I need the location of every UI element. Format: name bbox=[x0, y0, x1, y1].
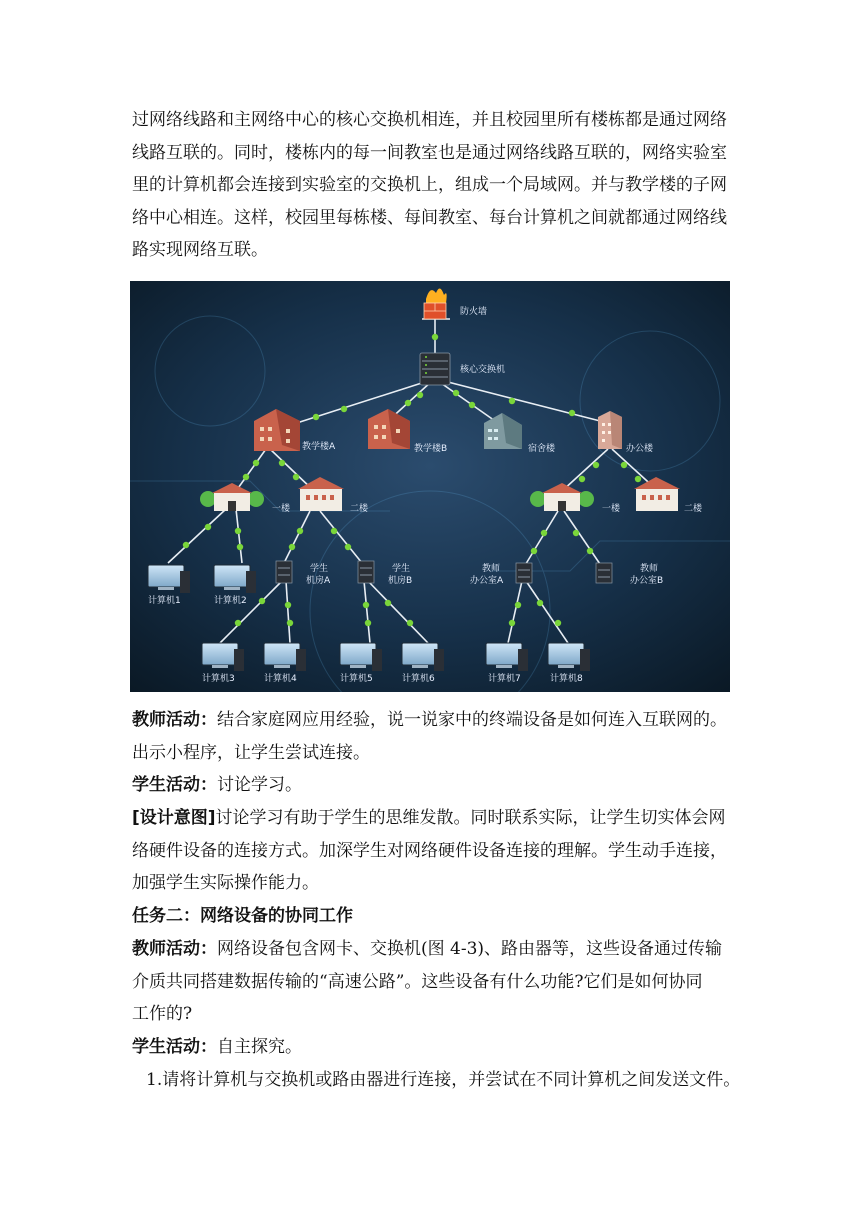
label-pc8: 计算机8 bbox=[550, 674, 583, 684]
student-activity-2-label: 学生活动： bbox=[132, 1037, 217, 1057]
intro-line-4: 络中心相连。这样，校园里每栋楼、每间教室、每台计算机之间就都通过网络线 bbox=[132, 207, 727, 228]
list-item-1: 1.请将计算机与交换机或路由器进行连接，并尝试在不同计算机之间发送文件。 bbox=[146, 1070, 741, 1090]
label-office-b-line2: 办公室B bbox=[630, 576, 664, 586]
campus-network-diagram bbox=[130, 281, 730, 692]
label-pc4: 计算机4 bbox=[264, 674, 297, 684]
teacher-activity-2-label: 教师活动： bbox=[132, 939, 217, 959]
label-firewall: 防火墙 bbox=[460, 307, 488, 317]
label-pc3: 计算机3 bbox=[202, 674, 235, 684]
teacher-activity-1-text-1: 结合家庭网应用经验，说一说家中的终端设备是如何连入互联网的。 bbox=[217, 710, 727, 730]
label-building-b: 教学楼B bbox=[414, 444, 448, 454]
student-activity-1-label: 学生活动： bbox=[132, 775, 217, 795]
label-pc6: 计算机6 bbox=[402, 674, 435, 684]
intro-line-2: 线路互联的。同时，楼栋内的每一间教室也是通过网络线路互联的，网络实验室 bbox=[132, 142, 727, 163]
label-office-a-line1: 教师 bbox=[482, 564, 501, 574]
label-pc5: 计算机5 bbox=[340, 674, 373, 684]
task-2-heading bbox=[132, 900, 732, 933]
design-intent-text-1: 讨论学习有助于学生的思维发散。同时联系实际，让学生切实体会网 bbox=[215, 808, 726, 828]
switch-office-a-icon bbox=[516, 563, 532, 583]
label-lab-a-line1: 学生 bbox=[310, 564, 329, 574]
design-intent bbox=[132, 802, 732, 900]
label-office-b-line1: 教师 bbox=[640, 564, 659, 574]
intro-line-1: 过网络线路和主网络中心的核心交换机相连，并且校园里所有楼栋都是通过网络 bbox=[132, 110, 727, 130]
switch-lab-a-icon bbox=[276, 561, 292, 583]
core-switch-icon bbox=[420, 353, 450, 385]
design-intent-label: [设计意图] bbox=[132, 808, 216, 828]
label-pc7: 计算机7 bbox=[488, 674, 521, 684]
intro-line-3: 里的计算机都会连接到实验室的交换机上，组成一个局域网。并与教学楼的子网 bbox=[132, 175, 727, 195]
task-2-title: 任务二：网络设备的协同工作 bbox=[132, 906, 353, 926]
label-lab-b-line2: 机房B bbox=[388, 576, 413, 586]
label-lab-b-line1: 学生 bbox=[392, 564, 411, 574]
teacher-activity-2 bbox=[132, 933, 732, 1031]
teacher-activity-2-text-1: 网络设备包含网卡、交换机(图 4-3)、路由器等，这些设备通过传输 bbox=[217, 939, 723, 959]
label-office: 办公楼 bbox=[626, 444, 654, 454]
label-dorm: 宿舍楼 bbox=[528, 444, 556, 454]
label-office-a-line2: 办公室A bbox=[470, 576, 504, 586]
switch-lab-b-icon bbox=[358, 561, 374, 583]
label-lab-a-line2: 机房A bbox=[306, 576, 331, 586]
label-pc1: 计算机1 bbox=[148, 596, 181, 606]
label-building-a: 教学楼A bbox=[302, 442, 336, 452]
teacher-activity-2-text-2: 介质共同搭建数据传输的“高速公路”。这些设备有什么功能?它们是如何协同 bbox=[132, 971, 703, 992]
switch-office-b-icon bbox=[596, 563, 612, 583]
label-floor2-left: 二楼 bbox=[350, 504, 369, 514]
teacher-activity-1-text-2: 出示小程序，让学生尝试连接。 bbox=[132, 742, 370, 763]
design-intent-text-2: 络硬件设备的连接方式。加深学生对网络硬件设备连接的理解。学生动手连接， bbox=[132, 840, 727, 861]
teacher-activity-2-text-3: 工作的? bbox=[132, 1004, 193, 1024]
label-floor2-right: 二楼 bbox=[684, 504, 703, 514]
intro-paragraph bbox=[132, 104, 732, 267]
teacher-activity-1 bbox=[132, 704, 732, 769]
label-floor1-left: 一楼 bbox=[272, 504, 291, 514]
office-building-icon bbox=[598, 411, 622, 449]
label-core-switch: 核心交换机 bbox=[460, 365, 506, 375]
student-activity-2 bbox=[132, 1031, 732, 1064]
design-intent-text-3: 加强学生实际操作能力。 bbox=[132, 873, 319, 893]
student-activity-1-text: 讨论学习。 bbox=[217, 775, 302, 795]
teacher-activity-1-label: 教师活动： bbox=[132, 710, 217, 730]
label-pc2: 计算机2 bbox=[214, 596, 247, 606]
intro-line-5: 路实现网络互联。 bbox=[132, 240, 268, 260]
student-activity-1 bbox=[132, 769, 732, 802]
student-activity-2-text: 自主探究。 bbox=[217, 1037, 302, 1057]
label-floor1-right: 一楼 bbox=[602, 504, 621, 514]
